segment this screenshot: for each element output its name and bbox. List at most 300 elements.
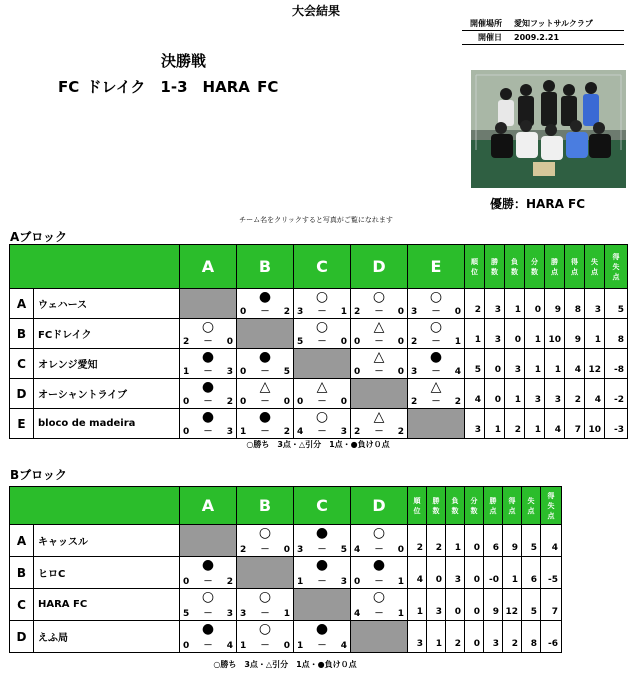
match-cell xyxy=(294,525,351,557)
score-right: 2 xyxy=(283,307,290,317)
result-symbol: ● xyxy=(429,349,443,365)
score-left: 0 xyxy=(240,367,247,377)
stat-value: -2 xyxy=(605,379,628,409)
header-stat-char: 勝 xyxy=(491,257,498,266)
header-row xyxy=(10,487,562,525)
match-score xyxy=(351,366,407,378)
header-stat xyxy=(484,487,503,525)
match-result xyxy=(180,557,236,588)
match-result xyxy=(351,409,407,438)
row-letter: D xyxy=(10,621,34,653)
block-b-legend: ○勝ち 3点・△引分 1点・●負け０点 xyxy=(213,660,357,669)
score-left: 3 xyxy=(411,307,418,317)
header-stat xyxy=(427,487,446,525)
row-letter: E xyxy=(10,409,34,439)
score-left: 3 xyxy=(297,545,304,555)
header-blank xyxy=(10,487,180,525)
header-stat xyxy=(541,487,562,525)
match-score xyxy=(180,608,236,620)
match-score xyxy=(351,608,407,620)
stat-value: 8 xyxy=(605,319,628,349)
stat-value: 1 xyxy=(545,349,565,379)
score-right: 1 xyxy=(454,337,461,347)
stat-value: 0 xyxy=(446,589,465,621)
header-stat xyxy=(522,487,541,525)
score-dash: － xyxy=(431,367,441,377)
match-cell xyxy=(237,349,294,379)
match-result xyxy=(237,379,293,408)
match-score xyxy=(237,366,293,378)
score-left: 4 xyxy=(354,609,361,619)
score-dash: － xyxy=(431,337,441,347)
score-dash: － xyxy=(203,337,213,347)
result-symbol: ● xyxy=(201,409,215,425)
header-team-a: A xyxy=(180,487,237,525)
stat-value: 0 xyxy=(505,319,525,349)
stat-value: 9 xyxy=(503,525,522,557)
header-team-c: C xyxy=(294,487,351,525)
match-score xyxy=(237,396,293,408)
stat-value: 2 xyxy=(505,409,525,439)
team-row xyxy=(10,409,628,439)
date-value: 2009.2.21 xyxy=(514,33,560,42)
header-stat-char: 勝 xyxy=(489,496,497,505)
stat-value: 1 xyxy=(525,349,545,379)
result-symbol: ○ xyxy=(429,289,443,305)
team-row xyxy=(10,349,628,379)
block-b-title: Bブロック xyxy=(10,468,67,482)
match-result xyxy=(408,349,464,378)
date-label: 開催日 xyxy=(478,33,502,42)
score-right: 3 xyxy=(340,577,347,587)
match-score xyxy=(237,426,293,438)
score-left: 1 xyxy=(297,641,304,651)
score-right: 2 xyxy=(397,427,404,437)
score-right: 0 xyxy=(397,337,404,347)
score-right: 0 xyxy=(397,307,404,317)
header-stat-char: 数 xyxy=(432,506,440,515)
team-photo-image xyxy=(471,70,626,188)
stat-value: 1 xyxy=(485,409,505,439)
score-dash: － xyxy=(260,641,270,651)
score-right: 3 xyxy=(226,609,233,619)
match-cell xyxy=(180,319,237,349)
match-result xyxy=(294,319,350,348)
header-stat-char: 失 xyxy=(547,501,555,510)
match-result xyxy=(408,319,464,348)
match-score xyxy=(237,640,293,652)
score-dash: － xyxy=(317,337,327,347)
score-dash: － xyxy=(260,397,270,407)
stat-value: 2 xyxy=(465,289,485,319)
match-cell xyxy=(351,525,408,557)
result-symbol: ○ xyxy=(372,525,386,541)
score-left: 0 xyxy=(240,397,247,407)
match-result xyxy=(351,289,407,318)
stat-value: 4 xyxy=(465,379,485,409)
match-score xyxy=(180,336,236,348)
match-result xyxy=(237,525,293,556)
match-result xyxy=(351,589,407,620)
stat-value: 4 xyxy=(541,525,562,557)
header-row xyxy=(10,245,628,289)
score-left: 2 xyxy=(411,397,418,407)
match-result xyxy=(180,621,236,652)
result-symbol: ○ xyxy=(429,319,443,335)
header-stat-char: 失 xyxy=(591,257,598,266)
header-stat xyxy=(585,245,605,289)
header-stat xyxy=(465,245,485,289)
header-stat-char: 分 xyxy=(470,496,478,505)
stat-value: 2 xyxy=(408,525,427,557)
score-right: 2 xyxy=(226,577,233,587)
match-cell xyxy=(180,379,237,409)
header-stat-char: 数 xyxy=(531,267,538,276)
stat-value: 3 xyxy=(465,409,485,439)
score-dash: － xyxy=(374,545,384,555)
score-right: 0 xyxy=(340,337,347,347)
score-dash: － xyxy=(317,545,327,555)
stat-value: 1 xyxy=(465,319,485,349)
stat-value: 1 xyxy=(505,289,525,319)
stat-value: 3 xyxy=(485,319,505,349)
score-right: 1 xyxy=(397,609,404,619)
result-symbol: △ xyxy=(430,379,442,395)
match-score xyxy=(351,576,407,588)
score-dash: － xyxy=(203,577,213,587)
result-symbol: ○ xyxy=(258,621,272,637)
result-symbol: △ xyxy=(373,349,385,365)
self-match-cell xyxy=(237,557,294,589)
score-right: 0 xyxy=(454,307,461,317)
result-symbol: ● xyxy=(258,409,272,425)
match-result xyxy=(294,621,350,652)
result-symbol: ○ xyxy=(372,289,386,305)
stat-value: 9 xyxy=(565,319,585,349)
score-left: 0 xyxy=(240,307,247,317)
stat-value: -6 xyxy=(541,621,562,653)
header-stat xyxy=(465,487,484,525)
header-stat-char: 位 xyxy=(413,506,421,515)
match-cell xyxy=(180,349,237,379)
stat-value: 6 xyxy=(484,525,503,557)
score-left: 4 xyxy=(354,545,361,555)
header-stat-char: 失 xyxy=(527,496,535,505)
result-symbol: ● xyxy=(315,557,329,573)
match-cell xyxy=(351,319,408,349)
score-right: 0 xyxy=(283,397,290,407)
match-score xyxy=(180,426,236,438)
row-letter: A xyxy=(10,289,34,319)
result-symbol: ● xyxy=(201,621,215,637)
score-left: 2 xyxy=(354,307,361,317)
stat-value: 8 xyxy=(565,289,585,319)
result-symbol: ● xyxy=(201,379,215,395)
score-dash: － xyxy=(260,545,270,555)
score-dash: － xyxy=(374,307,384,317)
score-right: 2 xyxy=(454,397,461,407)
stat-value: 12 xyxy=(585,349,605,379)
score-left: 0 xyxy=(183,641,190,651)
match-cell xyxy=(351,557,408,589)
page-title: 大会結果 xyxy=(291,4,340,18)
match-result xyxy=(237,289,293,318)
score-left: 3 xyxy=(297,307,304,317)
stat-value: 1 xyxy=(427,621,446,653)
venue-value: 愛知フットサルクラブ xyxy=(514,19,593,28)
match-result xyxy=(408,289,464,318)
match-score xyxy=(180,576,236,588)
result-symbol: ○ xyxy=(315,289,329,305)
score-right: 3 xyxy=(340,427,347,437)
score-dash: － xyxy=(317,641,327,651)
match-result xyxy=(351,349,407,378)
match-score xyxy=(294,544,350,556)
stat-value: 0 xyxy=(465,589,484,621)
match-cell xyxy=(237,621,294,653)
result-symbol: △ xyxy=(259,379,271,395)
row-letter: D xyxy=(10,379,34,409)
team-name-link[interactable]: bloco de madeira xyxy=(34,409,180,439)
match-score xyxy=(237,544,293,556)
score-left: 1 xyxy=(240,641,247,651)
score-left: 1 xyxy=(183,367,190,377)
header-stat-char: 数 xyxy=(511,267,518,276)
match-score xyxy=(351,336,407,348)
result-symbol: ○ xyxy=(372,589,386,605)
self-match-cell xyxy=(180,525,237,557)
score-dash: － xyxy=(317,577,327,587)
team-name-link[interactable]: キャッスル xyxy=(34,525,180,557)
stat-value: 3 xyxy=(505,349,525,379)
header-stat-char: 失 xyxy=(612,262,620,271)
match-cell xyxy=(180,557,237,589)
score-left: 5 xyxy=(183,609,190,619)
stat-value: 3 xyxy=(484,621,503,653)
header-stat xyxy=(605,245,628,289)
block-a-title: Aブロック xyxy=(10,230,68,244)
header-team-e: E xyxy=(408,245,465,289)
match-result xyxy=(237,621,293,652)
score-left: 1 xyxy=(297,577,304,587)
team-name-link[interactable]: オーシャントライブ xyxy=(34,379,180,409)
stat-value: 0 xyxy=(465,557,484,589)
header-stat-char: 点 xyxy=(591,267,598,276)
score-dash: － xyxy=(260,609,270,619)
result-symbol: ● xyxy=(201,557,215,573)
stat-value: 1 xyxy=(408,589,427,621)
result-symbol: ● xyxy=(315,621,329,637)
match-score xyxy=(180,640,236,652)
header-team-a: A xyxy=(180,245,237,289)
header-stat-char: 数 xyxy=(491,267,498,276)
team-photo[interactable] xyxy=(471,70,626,188)
score-dash: － xyxy=(374,427,384,437)
score-dash: － xyxy=(374,577,384,587)
header-stat xyxy=(545,245,565,289)
score-dash: － xyxy=(374,367,384,377)
stat-value: 4 xyxy=(565,349,585,379)
stat-value: 3 xyxy=(525,379,545,409)
match-score xyxy=(351,426,407,438)
photo-note: チーム名をクリックすると写真がご覧になれます xyxy=(239,216,393,224)
stat-value: 3 xyxy=(446,557,465,589)
match-cell xyxy=(237,289,294,319)
team-name-link[interactable]: オレンジ愛知 xyxy=(34,349,180,379)
winner-label: 優勝：HARA FC xyxy=(490,197,586,211)
stat-value: 1 xyxy=(503,557,522,589)
score-dash: － xyxy=(374,337,384,347)
match-score xyxy=(351,544,407,556)
header-stat-char: 分 xyxy=(531,257,538,266)
match-result xyxy=(351,319,407,348)
score-left: 0 xyxy=(354,337,361,347)
score-left: 2 xyxy=(240,545,247,555)
score-dash: － xyxy=(203,367,213,377)
stat-value: 12 xyxy=(503,589,522,621)
result-symbol: ○ xyxy=(315,319,329,335)
match-cell xyxy=(294,319,351,349)
match-cell xyxy=(408,289,465,319)
team-name-link[interactable]: ウェハース xyxy=(34,289,180,319)
team-name-link[interactable]: ヒロC xyxy=(34,557,180,589)
match-score xyxy=(408,366,464,378)
score-right: 1 xyxy=(397,577,404,587)
venue-row xyxy=(462,17,624,31)
stat-value: 9 xyxy=(484,589,503,621)
row-letter: C xyxy=(10,589,34,621)
block-a-legend: ○勝ち 3点・△引分 1点・●負け０点 xyxy=(246,440,390,449)
match-score xyxy=(294,306,350,318)
score-left: 2 xyxy=(354,427,361,437)
team-name-link[interactable]: えふ局 xyxy=(34,621,180,653)
match-result xyxy=(180,349,236,378)
match-score xyxy=(408,306,464,318)
stat-value: 3 xyxy=(585,289,605,319)
score-left: 0 xyxy=(183,397,190,407)
score-left: 0 xyxy=(297,397,304,407)
score-left: 5 xyxy=(297,337,304,347)
score-left: 1 xyxy=(240,427,247,437)
match-score xyxy=(294,336,350,348)
header-stat-char: 位 xyxy=(471,267,478,276)
stat-value: 1 xyxy=(585,319,605,349)
header-stat-char: 点 xyxy=(571,267,578,276)
stat-value: 0 xyxy=(465,525,484,557)
score-right: 0 xyxy=(397,367,404,377)
score-dash: － xyxy=(317,307,327,317)
header-stat-char: 順 xyxy=(413,496,421,505)
header-stat-char: 得 xyxy=(571,257,578,266)
venue-label: 開催場所 xyxy=(470,19,502,28)
match-result xyxy=(180,409,236,438)
match-result xyxy=(294,557,350,588)
header-stat xyxy=(525,245,545,289)
score-left: 0 xyxy=(354,367,361,377)
score-dash: － xyxy=(260,427,270,437)
match-cell xyxy=(294,557,351,589)
header-stat-char: 数 xyxy=(470,506,478,515)
stat-value: 6 xyxy=(522,557,541,589)
score-right: 5 xyxy=(283,367,290,377)
header-stat xyxy=(408,487,427,525)
match-cell xyxy=(408,349,465,379)
score-dash: － xyxy=(203,641,213,651)
match-cell xyxy=(351,409,408,439)
match-result xyxy=(180,379,236,408)
header-stat-char: 点 xyxy=(612,272,620,281)
score-right: 1 xyxy=(340,307,347,317)
team-row xyxy=(10,379,628,409)
result-symbol: ○ xyxy=(258,525,272,541)
self-match-cell xyxy=(180,289,237,319)
result-symbol: ○ xyxy=(201,589,215,605)
stat-value: 4 xyxy=(408,557,427,589)
self-match-cell xyxy=(294,589,351,621)
stat-value: 8 xyxy=(522,621,541,653)
row-letter: C xyxy=(10,349,34,379)
stat-value: 4 xyxy=(585,379,605,409)
header-stat xyxy=(503,487,522,525)
match-score xyxy=(351,306,407,318)
event-info xyxy=(462,17,624,45)
result-symbol: △ xyxy=(373,409,385,425)
header-team-c: C xyxy=(294,245,351,289)
match-cell xyxy=(294,379,351,409)
final-title: 決勝戦 xyxy=(161,52,207,70)
header-stat-char: 点 xyxy=(551,267,558,276)
block-a-table xyxy=(9,244,628,439)
stat-value: 1 xyxy=(525,409,545,439)
team-row xyxy=(10,621,562,653)
stat-value: 0 xyxy=(465,621,484,653)
score-left: 0 xyxy=(183,577,190,587)
block-b-table xyxy=(9,486,562,653)
match-score xyxy=(408,396,464,408)
score-right: 3 xyxy=(226,427,233,437)
row-letter: B xyxy=(10,319,34,349)
match-cell xyxy=(237,409,294,439)
score-dash: － xyxy=(260,307,270,317)
self-match-cell xyxy=(351,621,408,653)
stat-value: 5 xyxy=(465,349,485,379)
result-symbol: ● xyxy=(258,349,272,365)
score-right: 1 xyxy=(283,609,290,619)
header-stat-char: 点 xyxy=(508,506,516,515)
stat-value: 2 xyxy=(427,525,446,557)
score-dash: － xyxy=(203,397,213,407)
score-right: 0 xyxy=(283,545,290,555)
header-team-b: B xyxy=(237,487,294,525)
result-symbol: ○ xyxy=(201,319,215,335)
stat-value: 9 xyxy=(545,289,565,319)
team-row xyxy=(10,525,562,557)
match-cell xyxy=(351,349,408,379)
team-name-link[interactable]: FCドレイク xyxy=(34,319,180,349)
stat-value: -8 xyxy=(605,349,628,379)
match-score xyxy=(294,396,350,408)
match-result xyxy=(408,379,464,408)
self-match-cell xyxy=(408,409,465,439)
team-name-link[interactable]: HARA FC xyxy=(34,589,180,621)
result-symbol: ○ xyxy=(258,589,272,605)
stat-value: 7 xyxy=(565,409,585,439)
header-stat xyxy=(485,245,505,289)
stat-value: 1 xyxy=(505,379,525,409)
match-cell xyxy=(351,289,408,319)
header-blank xyxy=(10,245,180,289)
stat-value: 0 xyxy=(485,349,505,379)
